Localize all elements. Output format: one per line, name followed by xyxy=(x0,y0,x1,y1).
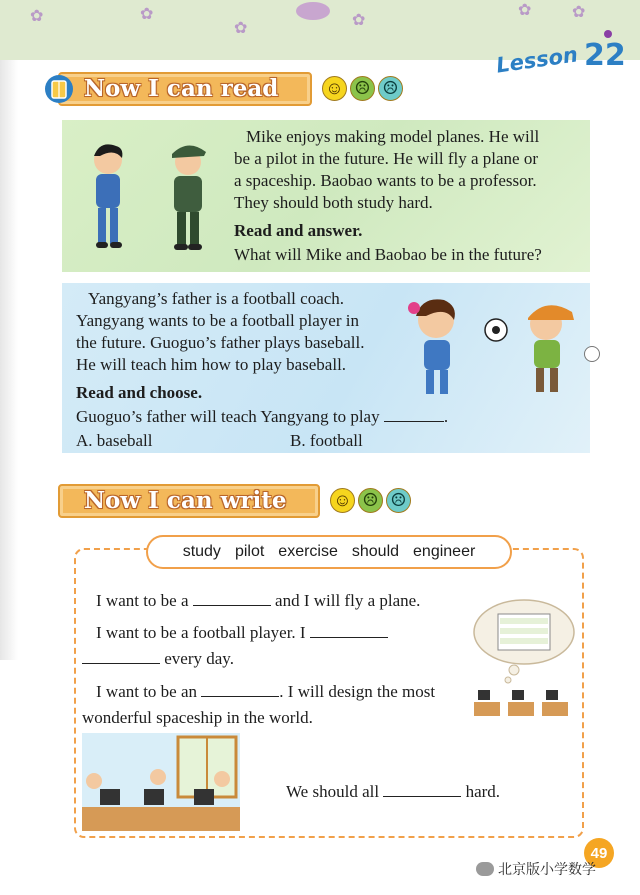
passage2-question xyxy=(76,406,448,428)
lesson-number: 22 xyxy=(584,38,626,73)
mike-and-baobao-illustration-icon xyxy=(80,134,230,254)
option-a[interactable]: A. baseball xyxy=(76,431,153,450)
sentence-2-blank-b[interactable] xyxy=(82,648,160,664)
word-bank xyxy=(146,535,512,569)
passage2-question-end: . xyxy=(443,407,449,426)
happy-face-icon[interactable]: ☺ xyxy=(330,488,355,513)
leaf-decoration-icon: ✿ xyxy=(352,12,366,29)
self-assessment-faces-write xyxy=(330,488,411,513)
sentence-4-start: We should all xyxy=(286,782,380,801)
side-marker-dot[interactable] xyxy=(584,346,600,362)
sad-face-icon[interactable]: ☹ xyxy=(378,76,403,101)
sentence-3-end: . I will design the most xyxy=(279,682,436,701)
word-bank-item[interactable]: pilot xyxy=(234,543,265,560)
book-icon xyxy=(44,72,74,106)
sentence-2 xyxy=(96,622,388,644)
lesson-label xyxy=(494,38,626,80)
thought-bubble-illustration-icon xyxy=(470,596,578,726)
passage1-line-2: be a pilot in the future. He will fly a plane or xyxy=(234,149,539,168)
sentence-3-start: I want to be an xyxy=(96,682,198,701)
watermark xyxy=(476,858,626,880)
lesson-word: Lesson xyxy=(494,42,580,78)
sentence-1-end: and I will fly a plane. xyxy=(275,591,421,610)
write-section-banner: Now I can write xyxy=(58,484,320,518)
kids-playing-football-illustration-icon xyxy=(396,290,586,400)
wechat-icon xyxy=(476,862,494,876)
sentence-2-end: every day. xyxy=(164,649,234,668)
leaf-decoration-icon: ✿ xyxy=(572,4,586,21)
leaf-decoration-icon: ✿ xyxy=(234,20,248,37)
sad-face-icon[interactable]: ☹ xyxy=(386,488,411,513)
sentence-3-blank[interactable] xyxy=(201,681,279,697)
cloud-decoration-icon xyxy=(296,2,330,20)
leaf-decoration-icon: ✿ xyxy=(140,6,154,23)
sentence-2-continued xyxy=(82,648,234,670)
answer-blank[interactable] xyxy=(384,406,444,422)
passage2-line-1: Yangyang’s father is a football coach. xyxy=(88,289,345,308)
word-bank-item[interactable]: study xyxy=(182,543,221,560)
read-and-choose-title: Read and choose. xyxy=(76,383,203,402)
read-section-banner: Now I can read xyxy=(58,72,312,106)
sentence-1-blank[interactable] xyxy=(193,590,271,606)
sentence-1 xyxy=(96,590,420,612)
word-bank-item[interactable]: should xyxy=(351,543,400,560)
sentence-4-end: hard. xyxy=(465,782,501,801)
leaf-decoration-icon: ✿ xyxy=(30,8,44,25)
leaf-decoration-icon: ✿ xyxy=(518,2,532,19)
passage2-line-2: Yangyang wants to be a football player in xyxy=(76,311,359,330)
page-number: 49 xyxy=(584,838,614,868)
sentence-2-blank-a[interactable] xyxy=(310,622,388,638)
watermark-text: 北京版小学数学 xyxy=(498,862,596,878)
classroom-illustration-icon xyxy=(82,733,240,831)
passage2-line-3: the future. Guoguo’s father plays baseball. xyxy=(76,333,365,352)
passage2-line-4: He will teach him how to play baseball. xyxy=(76,355,347,374)
read-and-answer-title: Read and answer. xyxy=(234,221,363,240)
word-bank-item[interactable]: engineer xyxy=(413,543,476,560)
sentence-1-start: I want to be a xyxy=(96,591,189,610)
passage1-line-3: a spaceship. Baobao wants to be a professor. xyxy=(234,171,537,190)
sentence-3-continued: wonderful spaceship in the world. xyxy=(82,708,313,727)
pin-icon xyxy=(604,30,612,38)
neutral-face-icon[interactable]: ☹ xyxy=(358,488,383,513)
passage1-line-4: They should both study hard. xyxy=(234,193,433,212)
passage1-line-1: Mike enjoys making model planes. He will xyxy=(246,127,540,146)
sentence-4-blank[interactable] xyxy=(383,781,461,797)
sentence-4 xyxy=(286,781,500,803)
page-shadow xyxy=(0,60,18,660)
passage1-question: What will Mike and Baobao be in the future? xyxy=(234,245,542,264)
self-assessment-faces-read xyxy=(322,76,403,101)
neutral-face-icon[interactable]: ☹ xyxy=(350,76,375,101)
sentence-2-start: I want to be a football player. I xyxy=(96,623,306,642)
sentence-3 xyxy=(96,681,435,703)
passage2-question-text: Guoguo’s father will teach Yangyang to play xyxy=(76,407,380,426)
option-b[interactable]: B. football xyxy=(290,431,363,450)
word-bank-item[interactable]: exercise xyxy=(278,543,338,560)
happy-face-icon[interactable]: ☺ xyxy=(322,76,347,101)
